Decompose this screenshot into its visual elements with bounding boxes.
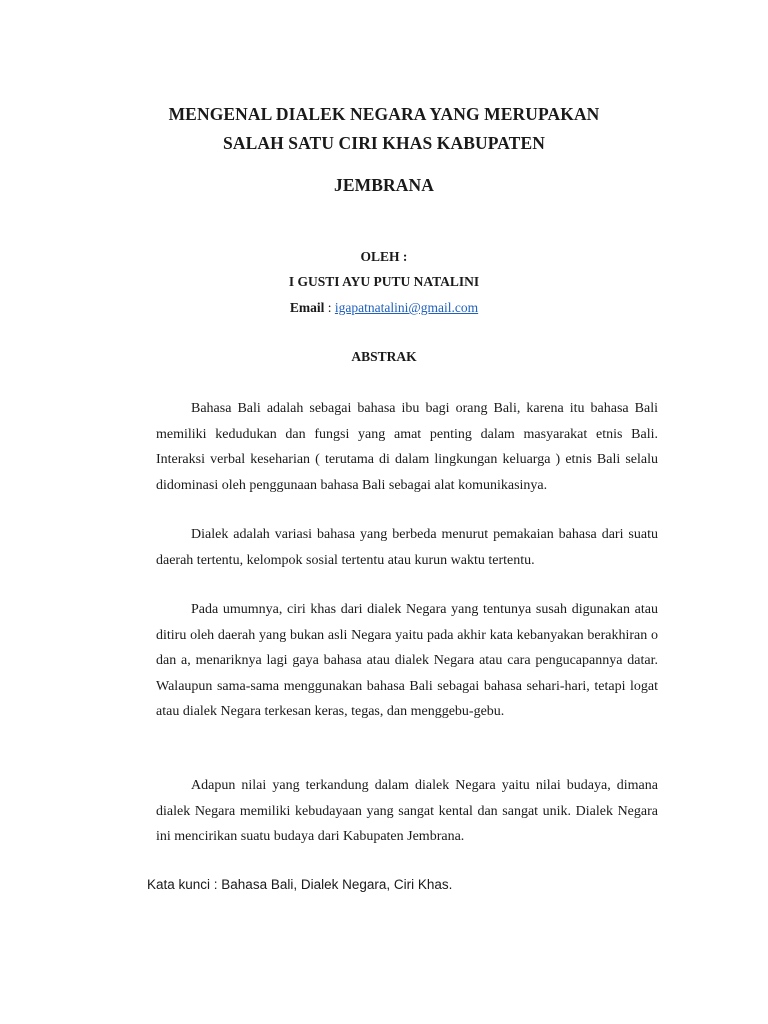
title-line-2: SALAH SATU CIRI KHAS KABUPATEN	[223, 133, 545, 153]
abstract-paragraph-4: Adapun nilai yang terkandung dalam dialek Negara yaitu nilai budaya, dimana dialek Negara memiliki kebudayaan yang sangat kental dan sangat unik. Dialek Negara ini mencirikan suatu budaya dari Kabupaten Jembrana.	[156, 778, 658, 844]
title-line-3: JEMBRANA	[334, 175, 434, 195]
author-email-line	[0, 300, 768, 316]
author-by-label: OLEH :	[360, 249, 408, 264]
email-separator: :	[324, 300, 335, 315]
email-label: Email	[289, 300, 325, 315]
abstract-paragraph-1: Bahasa Bali adalah sebagai bahasa ibu bagi orang Bali, karena itu bahasa Bali memiliki kedudukan dan fungsi yang amat penting dalam masyarakat etnis Bali. Interaksi verbal keseharian ( terutama di dalam lingkungan keluarga ) etnis Bali selalu didominasi oleh penggunaan bahasa Bali sebagai alat komunikasinya.	[156, 401, 658, 493]
abstract-heading: ABSTRAK	[351, 349, 417, 364]
email-link[interactable]: igapatnatalini@gmail.com	[334, 300, 479, 315]
abstract-paragraph-3: Pada umumnya, ciri khas dari dialek Negara yang tentunya susah digunakan atau ditiru oleh daerah yang bukan asli Negara yaitu pada akhir kata kebanyakan berakhiran o dan a, menariknya lagi gaya bahasa atau dialek Negara atau cara pengucapannya datar. Walaupun sama-sama menggunakan bahasa Bali sebagai bahasa sehari-hari, tetapi logat atau dialek Negara terkesan keras, tegas, dan menggebu-gebu.	[156, 602, 658, 719]
author-name: I GUSTI AYU PUTU NATALINI	[288, 274, 480, 289]
title-line-1: MENGENAL DIALEK NEGARA YANG MERUPAKAN	[168, 104, 600, 124]
abstract-paragraph-2: Dialek adalah variasi bahasa yang berbeda menurut pemakaian bahasa dari suatu daerah tertentu, kelompok sosial tertentu atau kurun waktu tertentu.	[156, 527, 658, 568]
keywords: Kata kunci : Bahasa Bali, Dialek Negara, Ciri Khas.	[147, 877, 453, 892]
